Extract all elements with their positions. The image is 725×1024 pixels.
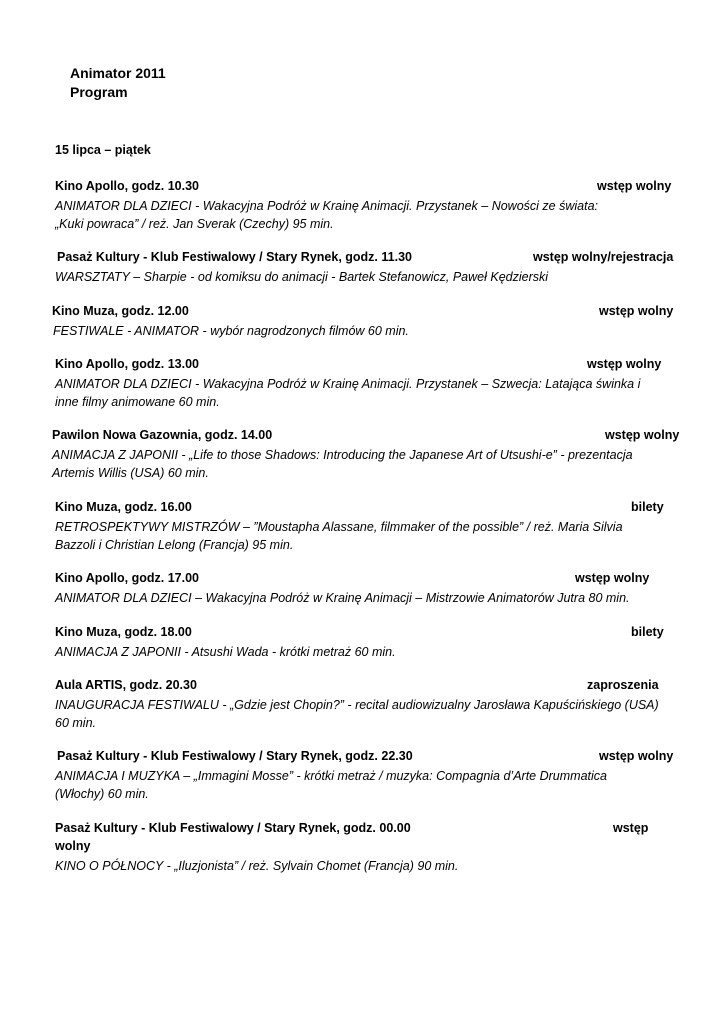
event-item [0,500,725,554]
event-item [0,821,725,875]
event-admission: wstęp [613,821,649,835]
event-item [0,304,725,340]
event-description-line: RETROSPEKTYWY MISTRZÓW – ”Moustapha Alassane, filmmaker of the possible” / reż. Maria Silvia [55,520,623,534]
event-admission: bilety [631,625,664,639]
event-admission: wstęp wolny [599,304,674,318]
event-item [0,571,725,607]
event-description-line: FESTIWALE - ANIMATOR - wybór nagrodzonych filmów 60 min. [53,324,409,338]
document-title [70,64,166,102]
event-description-line: 60 min. [55,716,96,730]
event-description-line: ANIMACJA Z JAPONII - Atsushi Wada - krótki metraż 60 min. [55,645,396,659]
event-venue: Pasaż Kultury - Klub Festiwalowy / Stary Rynek, godz. 00.00 [55,821,411,835]
event-description-line: INAUGURACJA FESTIWALU - „Gdzie jest Chopin?” - recital audiowizualny Jarosława Kapuścińskiego (USA) [55,698,659,712]
event-item [0,250,725,286]
event-venue: Pasaż Kultury - Klub Festiwalowy / Stary Rynek, godz. 22.30 [57,749,413,763]
event-venue: Kino Muza, godz. 18.00 [55,625,192,639]
event-description-line: ANIMATOR DLA DZIECI - Wakacyjna Podróż w Krainę Animacji. Przystanek – Nowości ze świata: [55,199,598,213]
event-description-line: „Kuki powraca” / reż. Jan Sverak (Czechy) 95 min. [55,217,334,231]
event-admission: wstęp wolny [575,571,650,585]
event-description-line: Artemis Willis (USA) 60 min. [52,466,209,480]
event-venue: Pasaż Kultury - Klub Festiwalowy / Stary Rynek, godz. 11.30 [57,250,412,264]
event-description-line: ANIMACJA I MUZYKA – „Immagini Mosse” - krótki metraż / muzyka: Compagnia d’Arte Drummatica [55,769,607,783]
event-item [0,678,725,732]
event-description-line: KINO O PÓŁNOCY - „Iluzjonista” / reż. Sylvain Chomet (Francja) 90 min. [55,859,459,873]
event-admission: wstęp wolny [597,179,672,193]
event-venue: Kino Apollo, godz. 17.00 [55,571,199,585]
event-description-line: inne filmy animowane 60 min. [55,395,220,409]
event-description-line: WARSZTATY – Sharpie - od komiksu do animacji - Bartek Stefanowicz, Paweł Kędzierski [55,270,549,284]
event-admission-continued: wolny [55,839,91,853]
event-venue: Kino Apollo, godz. 13.00 [55,357,199,371]
event-admission: wstęp wolny/rejestracja [533,250,674,264]
event-venue: Aula ARTIS, godz. 20.30 [55,678,197,692]
event-description-line: Bazzoli i Christian Lelong (Francja) 95 min. [55,538,294,552]
event-admission: wstęp wolny [587,357,662,371]
event-venue: Kino Apollo, godz. 10.30 [55,179,199,193]
event-admission: bilety [631,500,664,514]
event-item [0,749,725,803]
event-venue: Pawilon Nowa Gazownia, godz. 14.00 [52,428,273,442]
title-line-1: Animator 2011 [70,65,166,81]
event-description-line: ANIMATOR DLA DZIECI - Wakacyjna Podróż w Krainę Animacji. Przystanek – Szwecja: Latająca świnka i [55,377,641,391]
event-admission: wstęp wolny [599,749,674,763]
event-description-line: (Włochy) 60 min. [55,787,149,801]
event-admission: zaproszenia [587,678,659,692]
title-line-2: Program [70,84,128,100]
event-description-line: ANIMACJA Z JAPONII - „Life to those Shadows: Introducing the Japanese Art of Utsushi-e” - prezentacja [52,448,633,462]
day-heading: 15 lipca – piątek [55,143,151,157]
event-item [0,625,725,661]
event-item [0,179,725,233]
event-item [0,428,725,482]
event-item [0,357,725,411]
event-description-line: ANIMATOR DLA DZIECI – Wakacyjna Podróż w Krainę Animacji – Mistrzowie Animatorów Jutra 80 min. [55,591,630,605]
event-venue: Kino Muza, godz. 12.00 [52,304,189,318]
event-venue: Kino Muza, godz. 16.00 [55,500,192,514]
event-admission: wstęp wolny [605,428,680,442]
